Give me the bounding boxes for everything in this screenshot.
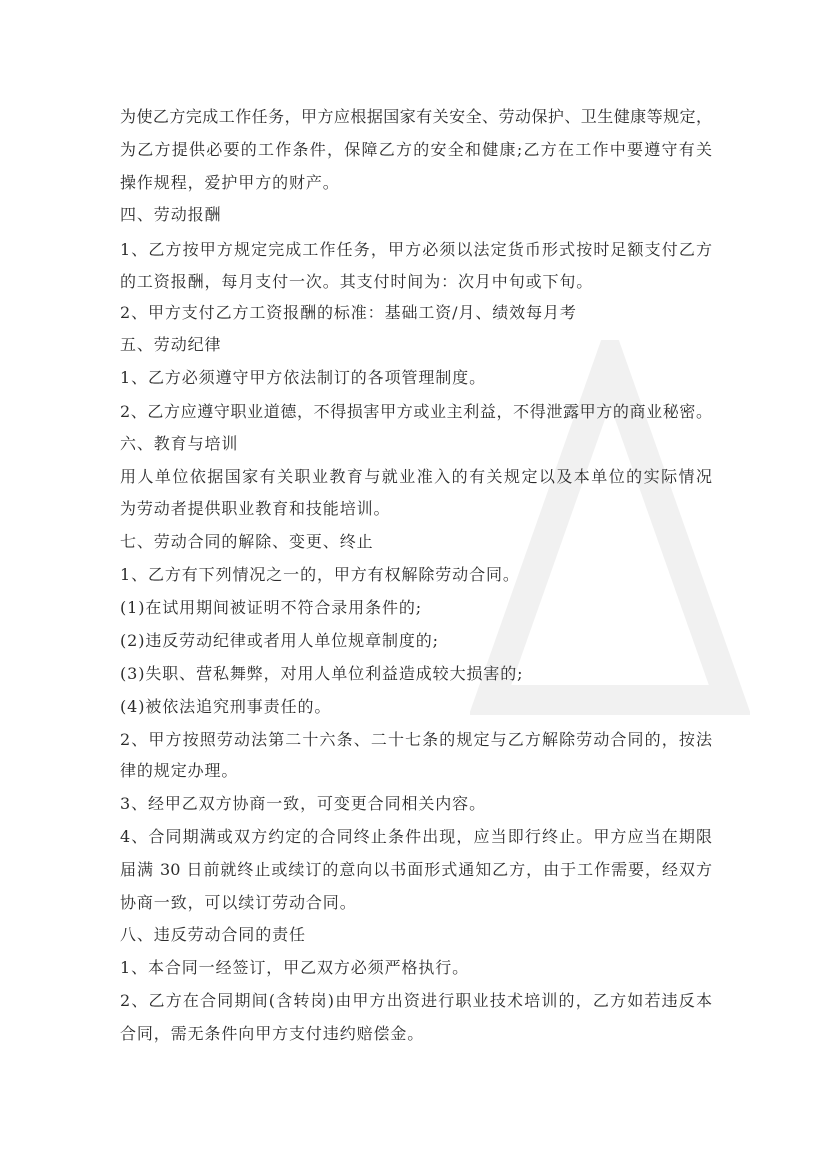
paragraph-line: 为乙方提供必要的工作条件，保障乙方的安全和健康;乙方在工作中要遵守有关 [120,140,712,159]
paragraph-line: 1、乙方必须遵守甲方依法制订的各项管理制度。 [120,368,486,387]
paragraph-line: 1、乙方有下列情况之一的，甲方有权解除劳动合同。 [120,565,520,584]
watermark [470,340,750,720]
paragraph-line: 2、甲方按照劳动法第二十六条、二十七条的规定与乙方解除劳动合同的，按法 [120,730,712,749]
paragraph-line: 为劳动者提供职业教育和技能培训。 [120,499,391,518]
paragraph-line: 1、本合同一经签订，甲乙双方必须严格执行。 [120,958,470,977]
paragraph-line: 为使乙方完成工作任务，甲方应根据国家有关安全、劳动保护、卫生健康等规定， [120,107,712,126]
paragraph-line: 2、乙方应遵守职业道德，不得损害甲方或业主利益，不得泄露甲方的商业秘密。 [120,402,712,421]
section-heading: 五、劳动纪律 [120,335,222,354]
paragraph-line: 合同，需无条件向甲方支付违约赔偿金。 [120,1024,425,1043]
paragraph-line: 届满 30 日前就终止或续订的意向以书面形式通知乙方，由于工作需要，经双方 [120,860,712,879]
paragraph-line: 1、乙方按甲方规定完成工作任务，甲方必须以法定货币形式按时足额支付乙方 [120,240,712,259]
section-heading: 七、劳动合同的解除、变更、终止 [120,532,374,551]
section-heading: 八、违反劳动合同的责任 [120,925,306,944]
paragraph-line: (1)在试用期间被证明不符合录用条件的; [120,598,423,617]
paragraph-line: 协商一致，可以续订劳动合同。 [120,893,357,912]
paragraph-line: 3、经甲乙双方协商一致，可变更合同相关内容。 [120,794,486,813]
paragraph-line: 律的规定办理。 [120,761,239,780]
paragraph-line: (2)违反劳动纪律或者用人单位规章制度的; [120,631,439,650]
paragraph-line: 2、乙方在合同期间(含转岗)由甲方出资进行职业技术培训的，乙方如若违反本 [120,991,712,1010]
paragraph-line: 操作规程，爱护甲方的财产。 [120,173,340,192]
paragraph-line: (4)被依法追究刑事责任的。 [120,697,332,716]
paragraph-line: 2、甲方支付乙方工资报酬的标准：基础工资/月、绩效每月考 [120,303,577,322]
paragraph-line: (3)失职、营私舞弊，对用人单位利益造成较大损害的; [120,664,524,683]
paragraph-line: 的工资报酬，每月支付一次。其支付时间为：次月中旬或下旬。 [120,272,594,291]
section-heading: 六、教育与培训 [120,434,239,453]
paragraph-line: 4、合同期满或双方约定的合同终止条件出现，应当即行终止。甲方应当在期限 [120,827,712,846]
paragraph-line: 用人单位依据国家有关职业教育与就业准入的有关规定以及本单位的实际情况 [120,467,712,486]
section-heading: 四、劳动报酬 [120,205,222,224]
